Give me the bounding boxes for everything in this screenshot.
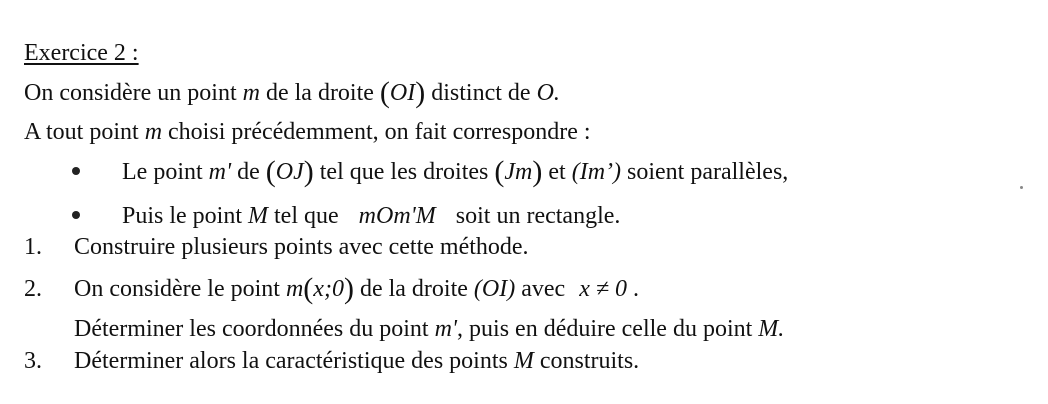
- question-2: [24, 274, 639, 304]
- q2-OI: (OI): [473, 276, 516, 302]
- bullet1-mp: m': [208, 159, 232, 185]
- bullet2-M: M: [248, 203, 269, 229]
- q2-mp: m': [434, 316, 458, 342]
- bullet1-Jm: Jm: [504, 159, 533, 185]
- paren-open: (: [265, 155, 276, 188]
- bullet2-c: soit un rectangle.: [455, 203, 621, 229]
- bullet1-b: de: [237, 159, 260, 185]
- bullet1-OJ: OJ: [275, 159, 304, 185]
- bullet1-e: soient parallèles,: [627, 159, 789, 185]
- intro-text-middle: de la droite: [265, 80, 374, 106]
- q2-cont-b: , puis en déduire celle du point: [457, 316, 753, 342]
- scan-speck: [1020, 186, 1023, 189]
- q2-d: .: [633, 276, 640, 302]
- question-3: [24, 346, 639, 376]
- paren-close: ): [532, 155, 543, 188]
- question-1-number: 1.: [24, 234, 42, 260]
- q3-b: construits.: [539, 348, 640, 374]
- paren-open: (: [494, 155, 505, 188]
- paren-open: (: [303, 272, 314, 305]
- bullet-item-1: [72, 157, 788, 187]
- assoc-m: m: [144, 119, 163, 145]
- bullet1-Imp: (Im’): [571, 159, 622, 185]
- question-1: [24, 232, 529, 262]
- paren-close: ): [343, 272, 354, 305]
- intro-line-OI: OI: [389, 80, 416, 106]
- q2-cond: x ≠ 0: [579, 276, 628, 302]
- q2-c: avec: [521, 276, 566, 302]
- exercise-title: Exercice 2 :: [24, 40, 139, 66]
- bullet1-d: et: [548, 159, 566, 185]
- bullet-dot-icon: [72, 167, 80, 175]
- question-2-continuation: [74, 314, 784, 344]
- question-2-number: 2.: [24, 276, 42, 302]
- paren-close: ): [303, 155, 314, 188]
- assoc-line: [24, 117, 591, 147]
- q3-a: Déterminer alors la caractéristique des points: [74, 348, 508, 374]
- intro-m: m: [242, 80, 260, 106]
- assoc-text-after: choisi précédemment, on fait correspondre :: [168, 119, 591, 145]
- q2-m: m: [285, 276, 304, 302]
- q2-coords: x;0: [313, 276, 344, 302]
- bullet2-b: tel que: [274, 203, 339, 229]
- q3-M: M: [513, 348, 534, 374]
- intro-text-before: On considère un point: [24, 80, 237, 106]
- intro-text-after: distinct de: [431, 80, 531, 106]
- bullet2-rect: mOm'M: [358, 203, 436, 229]
- assoc-text-before: A tout point: [24, 119, 139, 145]
- bullet2-a: Puis le point: [122, 203, 243, 229]
- q2-M: M.: [758, 316, 785, 342]
- question-3-number: 3.: [24, 348, 42, 374]
- q2-a: On considère le point: [74, 276, 280, 302]
- paren-open: (: [379, 76, 390, 109]
- intro-point-O: O.: [536, 80, 560, 106]
- bullet1-a: Le point: [122, 159, 203, 185]
- question-1-text: Construire plusieurs points avec cette méthode.: [74, 234, 529, 260]
- paren-close: ): [415, 76, 426, 109]
- intro-line: [24, 78, 560, 108]
- bullet1-c: tel que les droites: [319, 159, 489, 185]
- q2-cont-a: Déterminer les coordonnées du point: [74, 316, 429, 342]
- q2-b: de la droite: [359, 276, 468, 302]
- bullet-dot-icon: [72, 211, 80, 219]
- bullet-item-2: [72, 201, 620, 231]
